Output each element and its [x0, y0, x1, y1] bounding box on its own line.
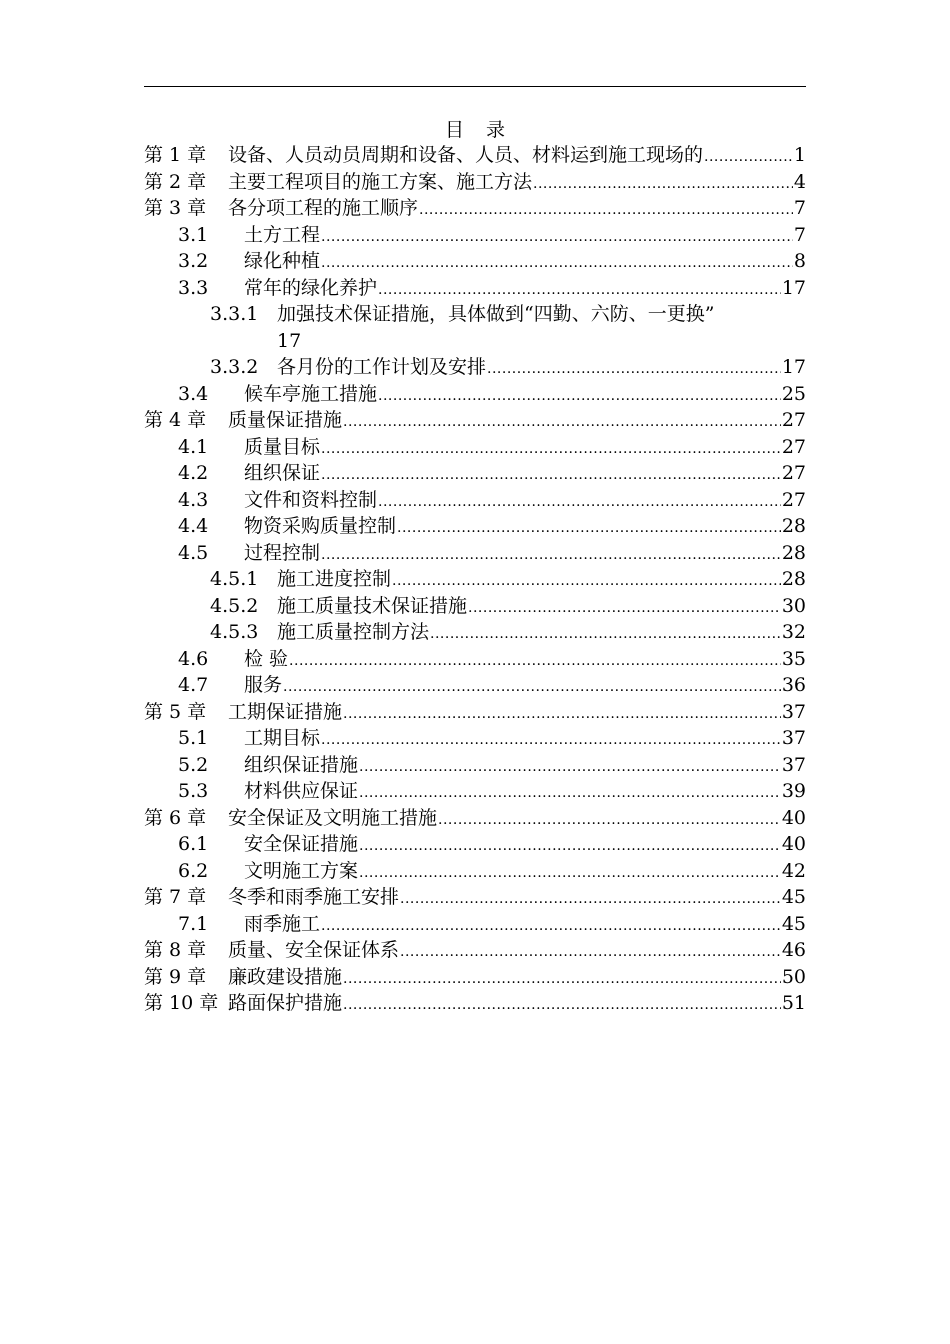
- toc-leader-dots: [359, 833, 781, 860]
- toc-entry[interactable]: [144, 407, 806, 434]
- toc-entry[interactable]: [144, 566, 806, 593]
- toc-entry-number: 4.1: [178, 435, 209, 458]
- toc-entry-number: 4.4: [178, 515, 209, 537]
- toc-entry[interactable]: [144, 460, 806, 487]
- toc-entry-label: 施工质量技术保证措施: [277, 594, 468, 617]
- toc-entry-page: 50: [781, 965, 806, 988]
- toc-leader-dots: [343, 409, 781, 436]
- toc-entry-page: 25: [781, 382, 806, 405]
- toc-entry-number: 3.3.2: [210, 356, 259, 378]
- toc-title-char-2: 录: [486, 119, 506, 141]
- toc-entry-label: 雨季施工: [244, 912, 321, 935]
- toc-entry-page: 27: [781, 435, 806, 458]
- toc-entry-label: 安全保证及文明施工措施: [228, 806, 438, 829]
- toc-entry-page: 46: [781, 939, 806, 961]
- toc-leader-dots: [321, 436, 781, 463]
- toc-entry-number: 第 3 章: [144, 197, 207, 219]
- toc-entry-number: 4.5.1: [210, 568, 259, 590]
- toc-entry-number: 3.1: [178, 223, 209, 246]
- toc-entry-number: 第 8 章: [144, 939, 207, 961]
- toc-leader-dots: [378, 489, 781, 516]
- toc-entry-page: 17: [277, 329, 302, 352]
- toc-entry[interactable]: [144, 434, 806, 461]
- toc-leader-dots: [289, 648, 781, 675]
- toc-entry[interactable]: [144, 381, 806, 408]
- toc-entry-label: 廉政建设措施: [228, 965, 343, 988]
- toc-entry-number: 第 10 章: [144, 992, 219, 1014]
- toc-leader-dots: [321, 462, 781, 489]
- toc-leader-dots: [321, 727, 781, 754]
- toc-entry-page: 45: [781, 912, 806, 935]
- toc-leader-dots: [400, 886, 781, 913]
- toc-entry-label: 检 验: [244, 647, 289, 670]
- toc-leader-dots: [359, 780, 781, 807]
- toc-entry[interactable]: [144, 805, 806, 832]
- toc-entry-number: 第 6 章: [144, 806, 207, 829]
- toc-entry[interactable]: [144, 990, 806, 1017]
- toc-leader-dots: [487, 356, 781, 383]
- toc-leader-dots: [321, 224, 793, 251]
- toc-entry-page: 30: [781, 594, 806, 617]
- toc-entry-page: 40: [781, 833, 806, 855]
- toc-entry-page: 1: [793, 144, 806, 166]
- toc-entry-label: 候车亭施工措施: [244, 382, 378, 405]
- toc-leader-dots: [468, 595, 781, 622]
- toc-entry-page: 8: [793, 250, 806, 272]
- toc-entry-page: 32: [781, 621, 806, 643]
- toc-entry-label: 各月份的工作计划及安排: [277, 356, 487, 378]
- toc-entry-label: 土方工程: [244, 223, 321, 246]
- toc-entry-number: 第 4 章: [144, 409, 207, 431]
- toc-entry[interactable]: [144, 884, 806, 911]
- toc-entry-number: 4.3: [178, 488, 209, 511]
- toc-entry-label: 主要工程项目的施工方案、施工方法: [228, 170, 533, 193]
- toc-entry-label: 文明施工方案: [244, 859, 359, 882]
- toc-leader-dots: [704, 144, 793, 171]
- toc-entry-page: 7: [793, 223, 806, 246]
- toc-entry-number: 第 1 章: [144, 144, 207, 166]
- toc-entry-page: 28: [781, 541, 806, 564]
- toc-entry[interactable]: [144, 725, 806, 752]
- toc-entry[interactable]: [144, 858, 806, 885]
- toc-entry-page: 36: [781, 674, 806, 696]
- toc-entry-label: 施工质量控制方法: [277, 621, 430, 643]
- toc-entry-page: 37: [781, 753, 806, 776]
- toc-leader-dots: [343, 701, 781, 728]
- header-rule: [144, 86, 806, 87]
- toc-entry-number: 第 7 章: [144, 886, 207, 908]
- toc-leader-dots: [378, 383, 781, 410]
- table-of-contents: [144, 142, 806, 1017]
- toc-entry[interactable]: [144, 672, 806, 699]
- toc-entry[interactable]: [144, 275, 806, 302]
- toc-entry-page: 37: [781, 700, 806, 723]
- toc-entry-number: 3.2: [178, 250, 209, 272]
- toc-entry-label: 组织保证: [244, 462, 321, 484]
- toc-entry[interactable]: [144, 169, 806, 196]
- toc-entry-page: 28: [781, 515, 806, 537]
- toc-entry[interactable]: [144, 540, 806, 567]
- toc-entry-label: 质量目标: [244, 435, 321, 458]
- toc-entry-label: 设备、人员动员周期和设备、人员、材料运到施工现场的: [228, 144, 704, 166]
- toc-entry-page: 42: [781, 859, 806, 882]
- toc-entry[interactable]: [144, 911, 806, 938]
- toc-leader-dots: [533, 171, 793, 198]
- toc-entry-number: 4.5.3: [210, 621, 259, 643]
- toc-leader-dots: [430, 621, 781, 648]
- toc-entry-number: 5.3: [178, 780, 209, 802]
- toc-entry[interactable]: [144, 195, 806, 222]
- toc-entry-page: 7: [793, 197, 806, 219]
- toc-entry-number: 第 9 章: [144, 965, 207, 988]
- toc-entry[interactable]: [144, 513, 806, 540]
- toc-entry-number: 3.3: [178, 276, 209, 299]
- toc-entry-number: 4.5: [178, 541, 209, 564]
- toc-entry-label: 加强技术保证措施，具体做到“四勤、六防、一更换”: [277, 303, 715, 325]
- toc-leader-dots: [378, 277, 781, 304]
- toc-entry-page: 28: [781, 568, 806, 590]
- toc-entry-label: 物资采购质量控制: [244, 515, 397, 537]
- toc-entry-label: 服务: [244, 674, 283, 696]
- toc-entry[interactable]: [144, 222, 806, 249]
- toc-entry[interactable]: [144, 964, 806, 991]
- toc-entry[interactable]: [144, 778, 806, 805]
- toc-entry-page: 39: [781, 780, 806, 802]
- toc-entry-label: 过程控制: [244, 541, 321, 564]
- toc-entry-label: 组织保证措施: [244, 753, 359, 776]
- toc-entry-page: 27: [781, 488, 806, 511]
- toc-entry-page: 37: [781, 727, 806, 749]
- toc-leader-dots: [321, 250, 793, 277]
- toc-leader-dots: [419, 197, 793, 224]
- toc-entry[interactable]: [144, 752, 806, 779]
- toc-entry-page: 4: [793, 170, 806, 193]
- toc-entry-page: 40: [781, 806, 806, 829]
- toc-entry-label: 各分项工程的施工顺序: [228, 197, 419, 219]
- toc-entry-label: 文件和资料控制: [244, 488, 378, 511]
- toc-leader-dots: [343, 992, 781, 1019]
- toc-entry-page: 27: [781, 462, 806, 484]
- toc-entry-page: 27: [781, 409, 806, 431]
- toc-entry[interactable]: [144, 699, 806, 726]
- toc-entry-label: 质量、安全保证体系: [228, 939, 400, 961]
- toc-leader-dots: [438, 807, 781, 834]
- toc-entry[interactable]: [144, 593, 806, 620]
- toc-entry-label: 安全保证措施: [244, 833, 359, 855]
- toc-entry-page: 45: [781, 886, 806, 908]
- toc-title: [0, 117, 950, 143]
- toc-entry-label: 冬季和雨季施工安排: [228, 886, 400, 908]
- toc-entry-label: 常年的绿化养护: [244, 276, 378, 299]
- toc-leader-dots: [392, 568, 781, 595]
- toc-entry-number: 5.1: [178, 727, 209, 749]
- toc-entry-page: 17: [781, 276, 806, 299]
- toc-leader-dots: [321, 913, 781, 940]
- toc-entry[interactable]: [144, 301, 806, 354]
- toc-entry-label: 施工进度控制: [277, 568, 392, 590]
- toc-entry-number: 第 5 章: [144, 700, 207, 723]
- toc-entry-page: 17: [781, 356, 806, 378]
- toc-entry-number: 4.2: [178, 462, 209, 484]
- toc-entry[interactable]: [144, 646, 806, 673]
- toc-entry-number: 5.2: [178, 753, 209, 776]
- toc-entry-number: 3.4: [178, 382, 209, 405]
- toc-entry[interactable]: [144, 248, 806, 275]
- toc-leader-dots: [359, 860, 781, 887]
- toc-entry[interactable]: [144, 937, 806, 964]
- toc-leader-dots: [359, 754, 781, 781]
- toc-entry-label: 绿化种植: [244, 250, 321, 272]
- toc-entry[interactable]: [144, 142, 806, 169]
- toc-entry-number: 7.1: [178, 912, 209, 935]
- toc-entry-number: 6.2: [178, 859, 209, 882]
- toc-entry-number: 4.7: [178, 674, 209, 696]
- toc-title-char-1: 目: [444, 119, 464, 141]
- toc-entry-number: 4.5.2: [210, 594, 259, 617]
- toc-entry-number: 3.3.1: [210, 303, 259, 325]
- toc-leader-dots: [321, 542, 781, 569]
- toc-entry-label: 质量保证措施: [228, 409, 343, 431]
- toc-entry[interactable]: [144, 487, 806, 514]
- toc-entry-page: 51: [781, 992, 806, 1014]
- toc-entry[interactable]: [144, 354, 806, 381]
- toc-leader-dots: [283, 674, 781, 701]
- toc-entry-number: 第 2 章: [144, 170, 207, 193]
- toc-leader-dots: [397, 515, 781, 542]
- toc-leader-dots: [343, 966, 781, 993]
- toc-entry-label: 工期目标: [244, 727, 321, 749]
- toc-entry-label: 工期保证措施: [228, 700, 343, 723]
- toc-entry-number: 4.6: [178, 647, 209, 670]
- toc-entry-number: 6.1: [178, 833, 209, 855]
- toc-entry-label: 材料供应保证: [244, 780, 359, 802]
- toc-entry[interactable]: [144, 831, 806, 858]
- toc-leader-dots: [400, 939, 781, 966]
- toc-entry-page: 35: [781, 647, 806, 670]
- toc-entry-label: 路面保护措施: [228, 992, 343, 1014]
- toc-entry[interactable]: [144, 619, 806, 646]
